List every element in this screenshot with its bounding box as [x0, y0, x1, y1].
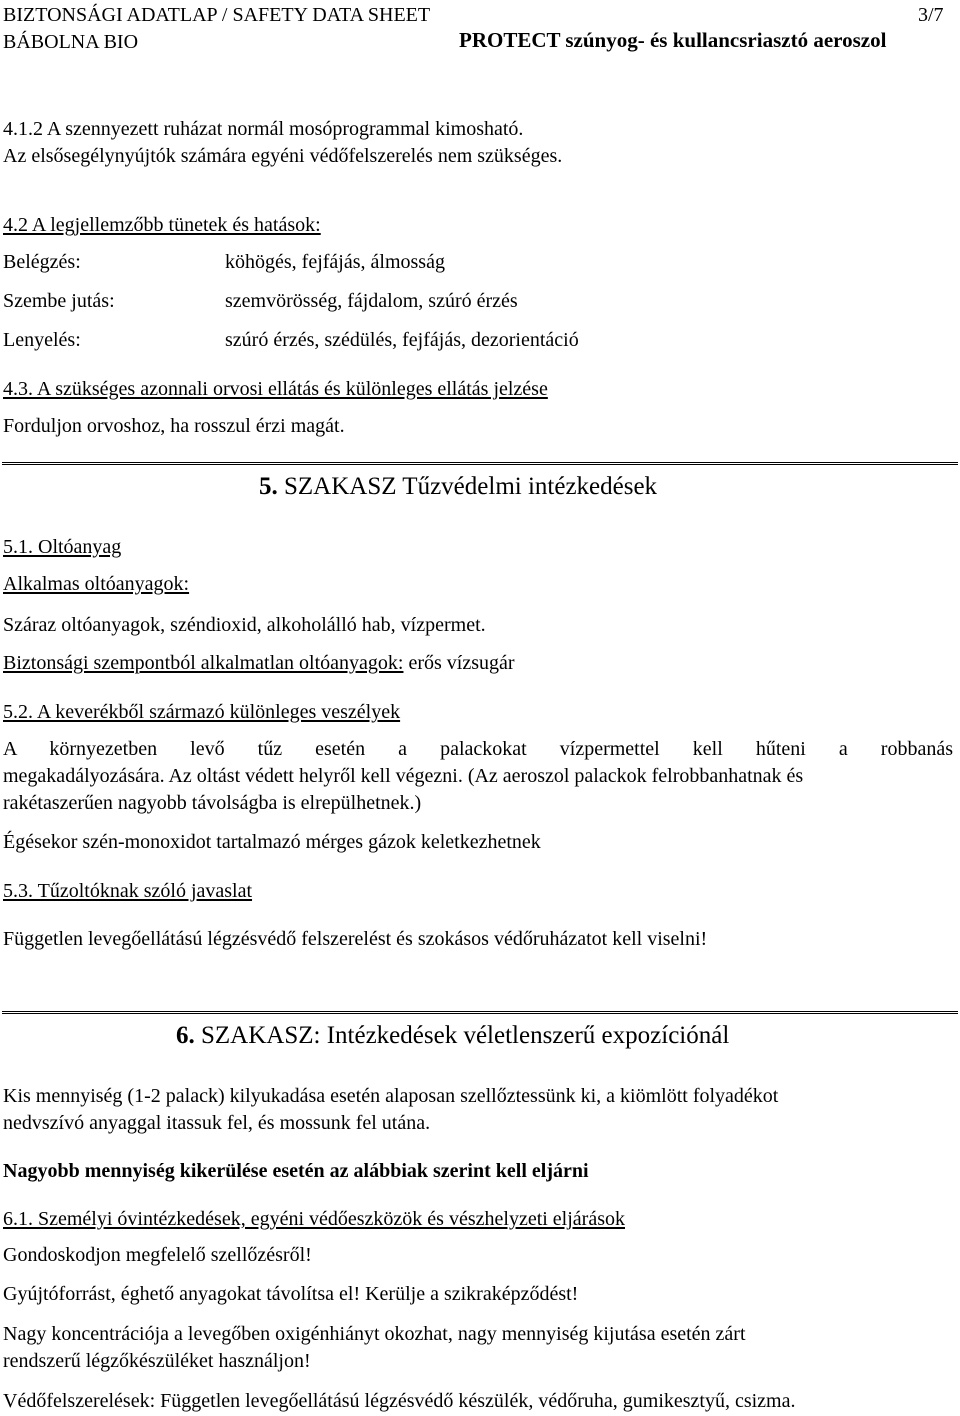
s61-line3b: rendszerű légzőkészüléket használjon! — [3, 1350, 311, 1372]
section-5-title — [259, 472, 657, 502]
section-6-number: 6. — [176, 1022, 195, 1049]
s61-line3a: Nagy koncentrációja a levegőben oxigénhiányt okozhat, nagy mennyiség kijutása esetén zárt — [3, 1323, 746, 1345]
s53-text: Független levegőellátású légzésvédő felszerelést és szokásos védőruházatot kell viselni! — [3, 928, 708, 950]
s61-heading: 6.1. Személyi óvintézkedések, egyéni védőeszközök és vészhelyzeti eljárások — [3, 1208, 625, 1230]
s43-text: Forduljon orvoshoz, ha rosszul érzi magát. — [3, 415, 345, 437]
unsuitable-media-label: Biztonsági szempontból alkalmatlan oltóanyagok: — [3, 652, 404, 674]
s52-line4: Égésekor szén-monoxidot tartalmazó mérges gázok keletkezhetnek — [3, 831, 541, 853]
s6-p1-line2: nedvszívó anyaggal itassuk fel, és mossunk fel utána. — [3, 1112, 431, 1134]
s61-line2: Gyújtóforrást, éghető anyagokat távolítsa el! Kerülje a szikraképződést! — [3, 1283, 579, 1305]
symptom-value-inhalation: köhögés, fejfájás, álmosság — [225, 251, 445, 273]
section-5-number: 5. — [259, 473, 278, 500]
section-5-title-text: SZAKASZ Tűzvédelmi intézkedések — [277, 473, 658, 500]
s52-line1: A környezetben levő tűz esetén a palackokat vízpermettel kell hűteni a robbanás — [3, 738, 953, 760]
symptom-value-ingestion: szúró érzés, szédülés, fejfájás, dezorientáció — [225, 329, 579, 351]
s61-line1: Gondoskodjon megfelelő szellőzésről! — [3, 1244, 312, 1266]
s412-line2: Az elsősegélynyújtók számára egyéni védőfelszerelés nem szükséges. — [3, 145, 563, 167]
suitable-media-text: Száraz oltóanyagok, széndioxid, alkoholálló hab, vízpermet. — [3, 614, 486, 636]
s51-heading: 5.1. Oltóanyag — [3, 536, 122, 558]
s52-line2: megakadályozására. Az oltást védett helyről kell végezni. (Az aeroszol palackok felrobbanhatnak és — [3, 765, 804, 787]
s42-heading: 4.2 A legjellemzőbb tünetek és hatások: — [3, 214, 321, 236]
unsuitable-media — [3, 651, 515, 675]
section-6-title-text: SZAKASZ: Intézkedések véletlenszerű expozíciónál — [194, 1022, 730, 1049]
s52-heading: 5.2. A keverékből származó különleges veszélyek — [3, 701, 401, 723]
s6-bold-line: Nagyobb mennyiség kikerülése esetén az alábbiak szerint kell eljárni — [3, 1160, 589, 1182]
s52-line3: rakétaszerűen nagyobb távolságba is elrepülhetnek.) — [3, 792, 422, 814]
s6-p1-line1: Kis mennyiség (1-2 palack) kilyukadása esetén alaposan szellőztessünk ki, a kiömlött folyadékot — [3, 1085, 779, 1107]
symptom-label-inhalation: Belégzés: — [3, 251, 81, 273]
page-number: 3/7 — [918, 4, 944, 26]
header-title: BIZTONSÁGI ADATLAP / SAFETY DATA SHEET — [3, 4, 431, 26]
s53-heading: 5.3. Tűzoltóknak szóló javaslat — [3, 880, 253, 902]
header-company: BÁBOLNA BIO — [3, 31, 139, 53]
symptom-label-eye: Szembe jutás: — [3, 290, 115, 312]
section-6-rule — [2, 1011, 958, 1014]
symptom-value-eye: szemvörösség, fájdalom, szúró érzés — [225, 290, 518, 312]
s412-line1: 4.1.2 A szennyezett ruházat normál mosóprogrammal kimosható. — [3, 118, 524, 140]
header-product: PROTECT szúnyog- és kullancsriasztó aeroszol — [459, 28, 887, 52]
symptom-label-ingestion: Lenyelés: — [3, 329, 81, 351]
unsuitable-media-value: erős vízsugár — [403, 652, 515, 674]
s61-line4: Védőfelszerelések: Független levegőellátású légzésvédő készülék, védőruha, gumikesztyű, csizma. — [3, 1390, 796, 1412]
s43-heading: 4.3. A szükséges azonnali orvosi ellátás és különleges ellátás jelzése — [3, 378, 548, 400]
section-6-title — [176, 1021, 729, 1051]
section-5-rule — [2, 462, 958, 465]
suitable-media-label: Alkalmas oltóanyagok: — [3, 573, 190, 595]
